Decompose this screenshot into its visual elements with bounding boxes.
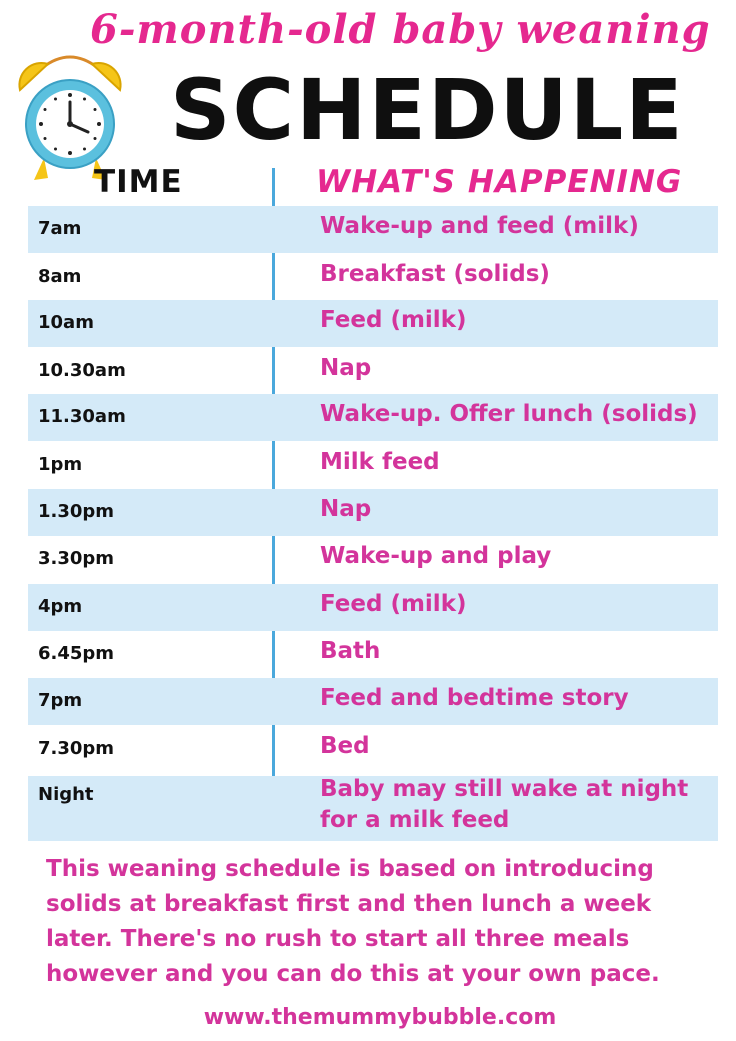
page-title: SCHEDULE (170, 61, 685, 159)
row-activity: Feed (milk) (320, 591, 467, 617)
row-time: 4pm (38, 596, 83, 617)
column-header-activity: WHAT'S HAPPENING (316, 164, 683, 200)
row-time: 7am (38, 218, 82, 239)
website-url[interactable]: www.themummybubble.com (203, 1005, 557, 1030)
table-row (28, 300, 718, 347)
table-row (28, 678, 718, 725)
table-row (28, 348, 718, 394)
row-time: 10am (38, 312, 94, 333)
table-row (28, 394, 718, 441)
row-time: Night (38, 784, 94, 805)
schedule-note: This weaning schedule is based on introducing solids at breakfast first and then lunch a week later. There's no rush to start all three meals however and you can do this at your own pace. (46, 856, 660, 987)
table-row (28, 254, 718, 300)
row-activity: Milk feed (320, 449, 440, 475)
row-activity: Breakfast (solids) (320, 261, 550, 287)
table-row (28, 776, 718, 841)
column-header-time: TIME (94, 164, 183, 200)
row-activity: Bath (320, 638, 381, 664)
row-time: 7.30pm (38, 738, 115, 759)
table-row (28, 726, 718, 772)
table-row (28, 536, 718, 582)
table-row (28, 489, 718, 536)
row-time: 3.30pm (38, 548, 115, 569)
row-time: 8am (38, 266, 82, 287)
row-activity: Feed and bedtime story (320, 685, 629, 711)
row-activity: Nap (320, 355, 372, 381)
table-row (28, 206, 718, 253)
row-activity: Nap (320, 496, 372, 522)
row-activity: Wake-up and play (320, 543, 552, 569)
row-time: 1.30pm (38, 501, 115, 522)
row-activity: Wake-up. Offer lunch (solids) (320, 401, 698, 427)
page-subtitle: 6-month-old baby weaning (90, 6, 711, 53)
row-time: 10.30am (38, 360, 126, 381)
table-row (28, 584, 718, 631)
row-activity: Feed (milk) (320, 307, 467, 333)
row-activity: Baby may still wake at night for a milk feed (320, 776, 689, 833)
row-time: 1pm (38, 454, 83, 475)
row-time: 6.45pm (38, 643, 115, 664)
row-time: 7pm (38, 690, 83, 711)
table-row (28, 631, 718, 677)
row-time: 11.30am (38, 406, 126, 427)
table-row (28, 442, 718, 488)
row-activity: Wake-up and feed (milk) (320, 213, 639, 239)
row-activity: Bed (320, 733, 370, 759)
